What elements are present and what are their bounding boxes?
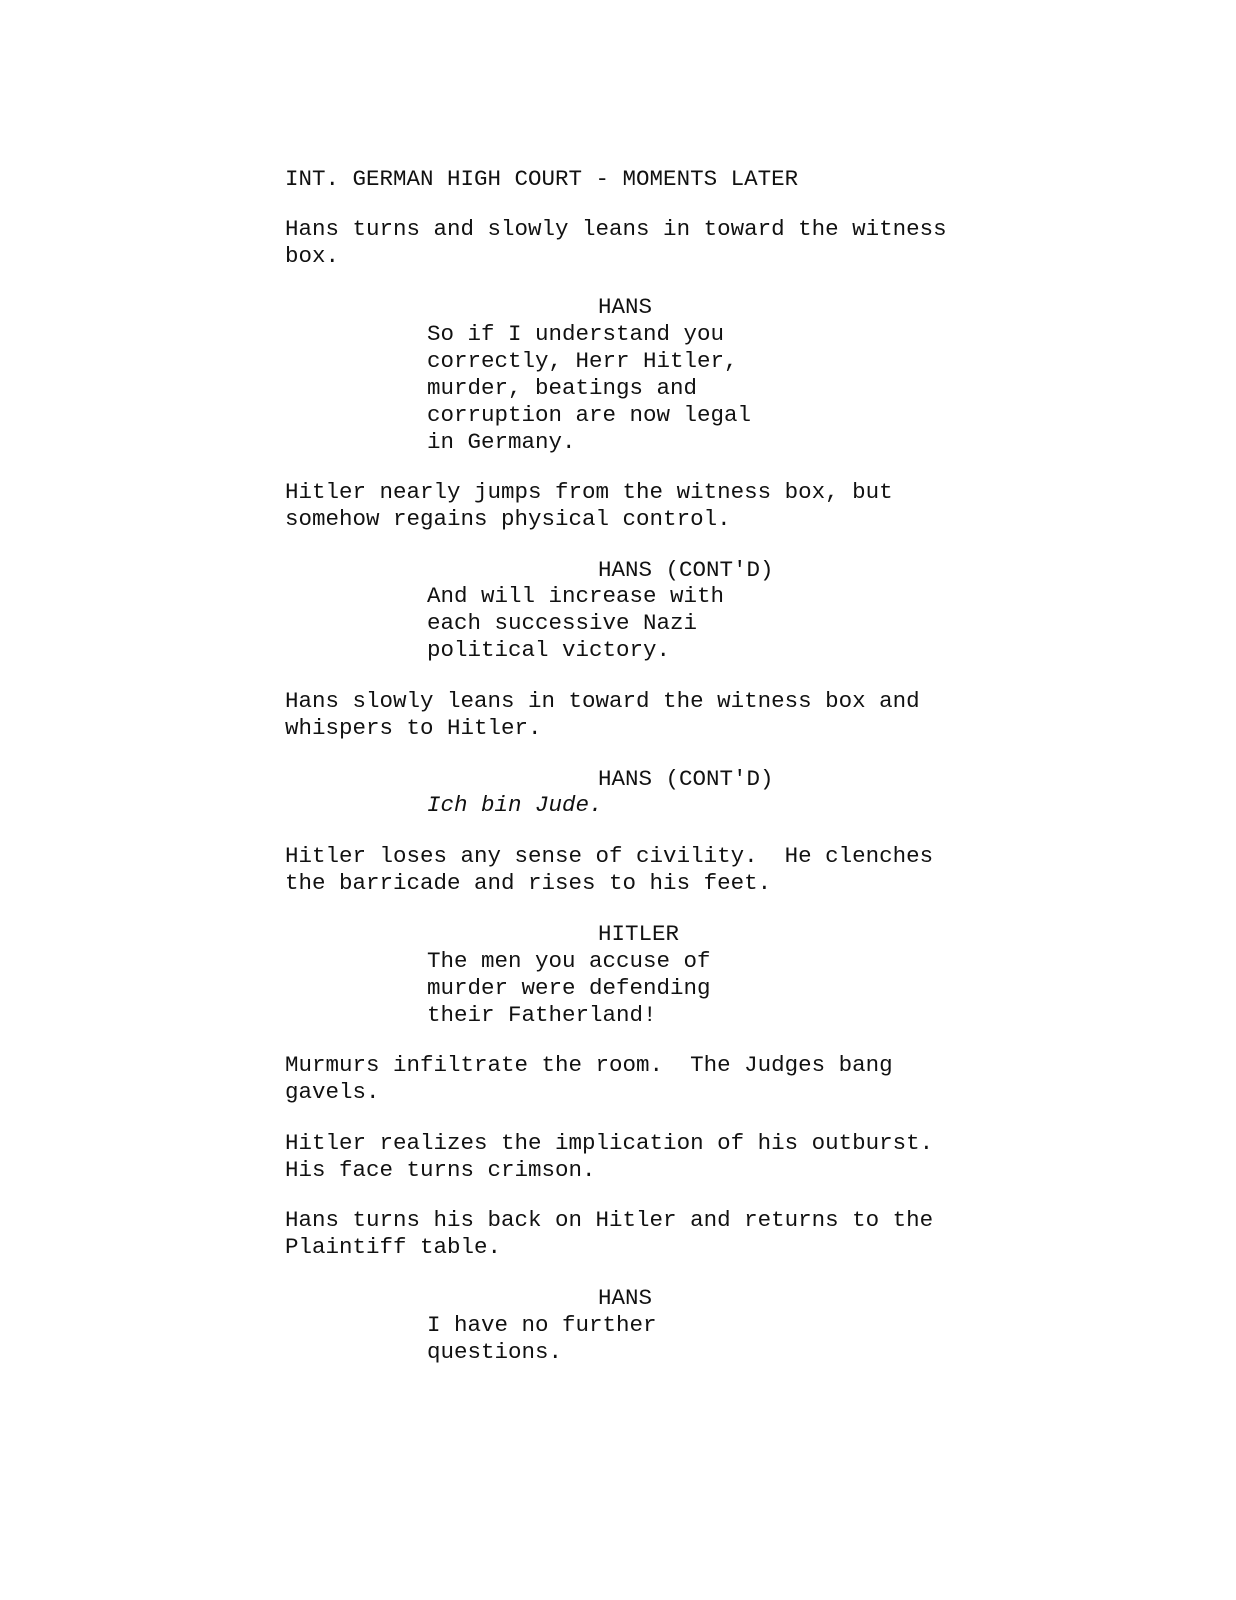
- dialogue-line: correctly, Herr Hitler,: [427, 348, 738, 374]
- dialogue-line: murder, beatings and: [427, 375, 698, 401]
- action-line: Hitler nearly jumps from the witness box, but: [285, 479, 893, 505]
- character-name: HANS: [598, 1285, 653, 1311]
- dialogue-line: And will increase with: [427, 583, 725, 609]
- action-line: Hitler realizes the implication of his outburst.: [285, 1130, 934, 1156]
- dialogue-line: questions.: [427, 1339, 563, 1365]
- dialogue-line: in Germany.: [427, 429, 576, 455]
- dialogue-line: each successive Nazi: [427, 610, 698, 636]
- action-line: Hans turns his back on Hitler and returns to the: [285, 1207, 934, 1233]
- action-line: whispers to Hitler.: [285, 715, 542, 741]
- action-line: Plaintiff table.: [285, 1234, 502, 1260]
- dialogue-line: The men you accuse of: [427, 948, 711, 974]
- action-line: somehow regains physical control.: [285, 506, 731, 532]
- action-line: gavels.: [285, 1079, 380, 1105]
- dialogue-line: I have no further: [427, 1312, 657, 1338]
- dialogue-line: their Fatherland!: [427, 1002, 657, 1028]
- character-name: HITLER: [598, 921, 680, 947]
- action-line: Hans turns and slowly leans in toward the witness: [285, 216, 947, 242]
- scene-heading: INT. GERMAN HIGH COURT - MOMENTS LATER: [285, 166, 799, 192]
- action-line: Hitler loses any sense of civility. He clenches: [285, 843, 934, 869]
- character-name: HANS (CONT'D): [598, 766, 774, 792]
- character-name: HANS (CONT'D): [598, 557, 774, 583]
- character-name: HANS: [598, 294, 653, 320]
- action-line: Murmurs infiltrate the room. The Judges bang: [285, 1052, 893, 1078]
- action-line: His face turns crimson.: [285, 1157, 596, 1183]
- dialogue-line: corruption are now legal: [427, 402, 752, 428]
- dialogue-line: Ich bin Jude.: [427, 792, 603, 818]
- dialogue-line: So if I understand you: [427, 321, 725, 347]
- action-line: the barricade and rises to his feet.: [285, 870, 772, 896]
- action-line: box.: [285, 243, 340, 269]
- dialogue-line: murder were defending: [427, 975, 711, 1001]
- dialogue-line: political victory.: [427, 637, 671, 663]
- action-line: Hans slowly leans in toward the witness box and: [285, 688, 920, 714]
